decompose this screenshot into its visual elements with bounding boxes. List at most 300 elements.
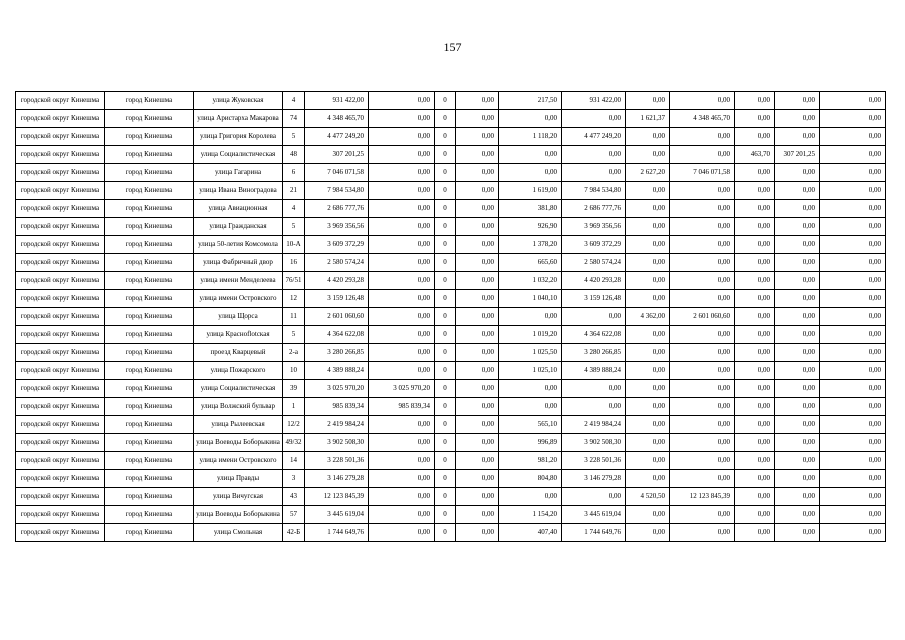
cost-f-cell: 0,00 <box>820 110 886 128</box>
street-cell: улица Рылеевская <box>194 416 283 434</box>
area-e-cell: 0,00 <box>735 452 775 470</box>
municipality-cell: городской округ Кинешма <box>16 326 105 344</box>
house-number-cell: 12/2 <box>283 416 305 434</box>
area-e-cell: 0,00 <box>735 128 775 146</box>
cost-e-cell: 0,00 <box>775 506 820 524</box>
street-cell: улица Красноflotская <box>194 326 283 344</box>
area-e-cell: 0,00 <box>735 290 775 308</box>
cost-d-cell: 0,00 <box>670 272 735 290</box>
settlement-cell: город Кинешма <box>105 524 194 542</box>
cost-e-cell: 0,00 <box>775 470 820 488</box>
cost-a-cell: 0,00 <box>369 416 435 434</box>
street-cell: улица Фабричный двор <box>194 254 283 272</box>
municipality-cell: городской округ Кинешма <box>16 128 105 146</box>
total-cost-cell: 4 364 622,08 <box>305 326 369 344</box>
table-row <box>16 236 886 254</box>
cost-e-cell: 0,00 <box>775 326 820 344</box>
total-cost-cell: 1 744 649,76 <box>305 524 369 542</box>
cost-e-cell: 0,00 <box>775 218 820 236</box>
count-a-cell: 0 <box>435 488 456 506</box>
table-row <box>16 506 886 524</box>
cost-c-cell: 3 146 279,28 <box>562 470 626 488</box>
settlement-cell: город Кинешма <box>105 128 194 146</box>
cost-d-cell: 0,00 <box>670 362 735 380</box>
cost-a-cell: 0,00 <box>369 254 435 272</box>
area-c-cell: 217,50 <box>499 92 562 110</box>
cost-f-cell: 0,00 <box>820 128 886 146</box>
house-number-cell: 4 <box>283 200 305 218</box>
cost-b-cell: 0,00 <box>456 326 499 344</box>
area-c-cell: 1 019,20 <box>499 326 562 344</box>
house-number-cell: 14 <box>283 452 305 470</box>
street-cell: улица имени Менделеева <box>194 272 283 290</box>
area-c-cell: 565,10 <box>499 416 562 434</box>
cost-b-cell: 0,00 <box>456 398 499 416</box>
count-a-cell: 0 <box>435 218 456 236</box>
municipality-cell: городской округ Кинешма <box>16 254 105 272</box>
house-number-cell: 12 <box>283 290 305 308</box>
cost-c-cell: 4 420 293,28 <box>562 272 626 290</box>
cost-a-cell: 0,00 <box>369 506 435 524</box>
cost-f-cell: 0,00 <box>820 362 886 380</box>
cost-a-cell: 3 025 970,20 <box>369 380 435 398</box>
area-c-cell: 381,80 <box>499 200 562 218</box>
cost-a-cell: 0,00 <box>369 92 435 110</box>
cost-b-cell: 0,00 <box>456 416 499 434</box>
count-a-cell: 0 <box>435 236 456 254</box>
street-cell: улица Социалистическая <box>194 146 283 164</box>
street-cell: улица Ивана Виноградова <box>194 182 283 200</box>
area-c-cell: 0,00 <box>499 488 562 506</box>
municipality-cell: городской округ Кинешма <box>16 164 105 182</box>
cost-d-cell: 4 348 465,70 <box>670 110 735 128</box>
municipality-cell: городской округ Кинешма <box>16 200 105 218</box>
street-cell: улица имени Островского <box>194 290 283 308</box>
house-number-cell: 11 <box>283 308 305 326</box>
table-row <box>16 362 886 380</box>
cost-f-cell: 0,00 <box>820 452 886 470</box>
cost-c-cell: 4 364 622,08 <box>562 326 626 344</box>
total-cost-cell: 307 201,25 <box>305 146 369 164</box>
total-cost-cell: 3 228 501,36 <box>305 452 369 470</box>
street-cell: улица Смольная <box>194 524 283 542</box>
cost-a-cell: 0,00 <box>369 182 435 200</box>
cost-e-cell: 0,00 <box>775 344 820 362</box>
cost-f-cell: 0,00 <box>820 344 886 362</box>
settlement-cell: город Кинешма <box>105 470 194 488</box>
municipality-cell: городской округ Кинешма <box>16 92 105 110</box>
cost-a-cell: 0,00 <box>369 488 435 506</box>
cost-c-cell: 3 969 356,56 <box>562 218 626 236</box>
cost-c-cell: 0,00 <box>562 308 626 326</box>
total-cost-cell: 4 389 888,24 <box>305 362 369 380</box>
house-number-cell: 43 <box>283 488 305 506</box>
cost-e-cell: 307 201,25 <box>775 146 820 164</box>
total-cost-cell: 4 420 293,28 <box>305 272 369 290</box>
cost-f-cell: 0,00 <box>820 434 886 452</box>
house-number-cell: 39 <box>283 380 305 398</box>
area-e-cell: 0,00 <box>735 182 775 200</box>
house-number-cell: 16 <box>283 254 305 272</box>
cost-c-cell: 7 984 534,80 <box>562 182 626 200</box>
cost-e-cell: 0,00 <box>775 380 820 398</box>
municipality-cell: городской округ Кинешма <box>16 524 105 542</box>
total-cost-cell: 3 609 372,29 <box>305 236 369 254</box>
count-a-cell: 0 <box>435 110 456 128</box>
total-cost-cell: 985 839,34 <box>305 398 369 416</box>
municipality-cell: городской округ Кинешма <box>16 308 105 326</box>
settlement-cell: город Кинешма <box>105 272 194 290</box>
cost-e-cell: 0,00 <box>775 362 820 380</box>
area-c-cell: 0,00 <box>499 146 562 164</box>
house-number-cell: 21 <box>283 182 305 200</box>
cost-b-cell: 0,00 <box>456 182 499 200</box>
street-cell: улица Волжский бульвар <box>194 398 283 416</box>
street-cell: улица Авиационная <box>194 200 283 218</box>
cost-c-cell: 0,00 <box>562 488 626 506</box>
area-d-cell: 0,00 <box>626 326 670 344</box>
area-e-cell: 0,00 <box>735 200 775 218</box>
house-number-cell: 5 <box>283 128 305 146</box>
cost-a-cell: 0,00 <box>369 146 435 164</box>
cost-c-cell: 3 228 501,36 <box>562 452 626 470</box>
settlement-cell: город Кинешма <box>105 344 194 362</box>
cost-a-cell: 0,00 <box>369 524 435 542</box>
cost-f-cell: 0,00 <box>820 308 886 326</box>
count-a-cell: 0 <box>435 416 456 434</box>
area-e-cell: 0,00 <box>735 308 775 326</box>
cost-e-cell: 0,00 <box>775 452 820 470</box>
street-cell: улица Правды <box>194 470 283 488</box>
house-number-cell: 42-Б <box>283 524 305 542</box>
count-a-cell: 0 <box>435 146 456 164</box>
settlement-cell: город Кинешма <box>105 92 194 110</box>
area-d-cell: 0,00 <box>626 434 670 452</box>
cost-b-cell: 0,00 <box>456 434 499 452</box>
cost-e-cell: 0,00 <box>775 272 820 290</box>
cost-e-cell: 0,00 <box>775 398 820 416</box>
cost-c-cell: 3 445 619,04 <box>562 506 626 524</box>
area-e-cell: 0,00 <box>735 380 775 398</box>
cost-f-cell: 0,00 <box>820 380 886 398</box>
settlement-cell: город Кинешма <box>105 506 194 524</box>
municipality-cell: городской округ Кинешма <box>16 380 105 398</box>
count-a-cell: 0 <box>435 380 456 398</box>
cost-c-cell: 4 389 888,24 <box>562 362 626 380</box>
cost-a-cell: 0,00 <box>369 164 435 182</box>
house-number-cell: 1 <box>283 398 305 416</box>
table-row <box>16 218 886 236</box>
area-d-cell: 0,00 <box>626 380 670 398</box>
area-c-cell: 1 118,20 <box>499 128 562 146</box>
total-cost-cell: 3 159 126,48 <box>305 290 369 308</box>
area-c-cell: 1 619,00 <box>499 182 562 200</box>
cost-d-cell: 0,00 <box>670 452 735 470</box>
cost-a-cell: 0,00 <box>369 200 435 218</box>
table-row <box>16 470 886 488</box>
area-d-cell: 0,00 <box>626 362 670 380</box>
count-a-cell: 0 <box>435 290 456 308</box>
municipality-cell: городской округ Кинешма <box>16 362 105 380</box>
cost-c-cell: 0,00 <box>562 164 626 182</box>
cost-f-cell: 0,00 <box>820 506 886 524</box>
street-cell: улица Вичугская <box>194 488 283 506</box>
area-d-cell: 0,00 <box>626 344 670 362</box>
table-row <box>16 182 886 200</box>
table-row <box>16 308 886 326</box>
house-number-cell: 74 <box>283 110 305 128</box>
area-c-cell: 0,00 <box>499 380 562 398</box>
total-cost-cell: 4 477 249,20 <box>305 128 369 146</box>
cost-c-cell: 2 580 574,24 <box>562 254 626 272</box>
area-c-cell: 1 040,10 <box>499 290 562 308</box>
cost-b-cell: 0,00 <box>456 146 499 164</box>
settlement-cell: город Кинешма <box>105 254 194 272</box>
settlement-cell: город Кинешма <box>105 308 194 326</box>
cost-b-cell: 0,00 <box>456 110 499 128</box>
area-c-cell: 1 378,20 <box>499 236 562 254</box>
municipality-cell: городской округ Кинешма <box>16 398 105 416</box>
cost-f-cell: 0,00 <box>820 470 886 488</box>
area-d-cell: 4 520,50 <box>626 488 670 506</box>
cost-d-cell: 0,00 <box>670 254 735 272</box>
table-row <box>16 380 886 398</box>
count-a-cell: 0 <box>435 470 456 488</box>
settlement-cell: город Кинешма <box>105 236 194 254</box>
settlement-cell: город Кинешма <box>105 218 194 236</box>
area-e-cell: 0,00 <box>735 92 775 110</box>
cost-c-cell: 3 902 508,30 <box>562 434 626 452</box>
municipality-cell: городской округ Кинешма <box>16 488 105 506</box>
cost-c-cell: 2 686 777,76 <box>562 200 626 218</box>
cost-f-cell: 0,00 <box>820 326 886 344</box>
area-d-cell: 0,00 <box>626 200 670 218</box>
municipality-cell: городской округ Кинешма <box>16 344 105 362</box>
area-e-cell: 0,00 <box>735 344 775 362</box>
municipality-cell: городской округ Кинешма <box>16 110 105 128</box>
cost-b-cell: 0,00 <box>456 308 499 326</box>
count-a-cell: 0 <box>435 200 456 218</box>
cost-d-cell: 0,00 <box>670 506 735 524</box>
cost-d-cell: 0,00 <box>670 290 735 308</box>
table-row <box>16 416 886 434</box>
municipality-cell: городской округ Кинешма <box>16 272 105 290</box>
total-cost-cell: 7 046 071,58 <box>305 164 369 182</box>
cost-b-cell: 0,00 <box>456 362 499 380</box>
cost-e-cell: 0,00 <box>775 182 820 200</box>
cost-b-cell: 0,00 <box>456 236 499 254</box>
area-e-cell: 0,00 <box>735 470 775 488</box>
cost-a-cell: 0,00 <box>369 326 435 344</box>
house-number-cell: 2-а <box>283 344 305 362</box>
cost-e-cell: 0,00 <box>775 236 820 254</box>
cost-f-cell: 0,00 <box>820 254 886 272</box>
cost-e-cell: 0,00 <box>775 416 820 434</box>
table-row <box>16 128 886 146</box>
count-a-cell: 0 <box>435 272 456 290</box>
total-cost-cell: 2 686 777,76 <box>305 200 369 218</box>
cost-c-cell: 0,00 <box>562 110 626 128</box>
area-e-cell: 0,00 <box>735 362 775 380</box>
area-d-cell: 0,00 <box>626 218 670 236</box>
cost-f-cell: 0,00 <box>820 488 886 506</box>
cost-f-cell: 0,00 <box>820 182 886 200</box>
table-row <box>16 344 886 362</box>
cost-d-cell: 0,00 <box>670 236 735 254</box>
cost-c-cell: 2 419 984,24 <box>562 416 626 434</box>
total-cost-cell: 4 348 465,70 <box>305 110 369 128</box>
total-cost-cell: 3 025 970,20 <box>305 380 369 398</box>
cost-f-cell: 0,00 <box>820 290 886 308</box>
municipality-cell: городской округ Кинешма <box>16 182 105 200</box>
area-d-cell: 0,00 <box>626 128 670 146</box>
count-a-cell: 0 <box>435 398 456 416</box>
cost-f-cell: 0,00 <box>820 236 886 254</box>
cost-c-cell: 4 477 249,20 <box>562 128 626 146</box>
house-number-cell: 5 <box>283 218 305 236</box>
settlement-cell: город Кинешма <box>105 110 194 128</box>
cost-a-cell: 0,00 <box>369 272 435 290</box>
cost-a-cell: 0,00 <box>369 344 435 362</box>
street-cell: улица Жуковская <box>194 92 283 110</box>
street-cell: улица Воеводы Боборыкина <box>194 434 283 452</box>
area-e-cell: 0,00 <box>735 326 775 344</box>
house-number-cell: 48 <box>283 146 305 164</box>
area-d-cell: 0,00 <box>626 290 670 308</box>
count-a-cell: 0 <box>435 92 456 110</box>
cost-b-cell: 0,00 <box>456 128 499 146</box>
cost-a-cell: 0,00 <box>369 452 435 470</box>
area-c-cell: 1 025,50 <box>499 344 562 362</box>
page-number: 157 <box>443 40 462 54</box>
cost-a-cell: 0,00 <box>369 434 435 452</box>
area-c-cell: 981,20 <box>499 452 562 470</box>
cost-a-cell: 0,00 <box>369 308 435 326</box>
total-cost-cell: 3 969 356,56 <box>305 218 369 236</box>
area-e-cell: 0,00 <box>735 164 775 182</box>
count-a-cell: 0 <box>435 254 456 272</box>
settlement-cell: город Кинешма <box>105 452 194 470</box>
table-row <box>16 164 886 182</box>
house-number-cell: 3 <box>283 470 305 488</box>
total-cost-cell: 2 601 060,60 <box>305 308 369 326</box>
table-row <box>16 200 886 218</box>
cost-a-cell: 0,00 <box>369 128 435 146</box>
municipality-cell: городской округ Кинешма <box>16 146 105 164</box>
municipality-cell: городской округ Кинешма <box>16 290 105 308</box>
count-a-cell: 0 <box>435 362 456 380</box>
table-row <box>16 272 886 290</box>
street-cell: улица Воеводы Боборыкина <box>194 506 283 524</box>
area-c-cell: 1 154,20 <box>499 506 562 524</box>
cost-c-cell: 3 159 126,48 <box>562 290 626 308</box>
municipality-cell: городской округ Кинешма <box>16 470 105 488</box>
municipality-cell: городской округ Кинешма <box>16 452 105 470</box>
area-c-cell: 1 025,10 <box>499 362 562 380</box>
total-cost-cell: 12 123 845,39 <box>305 488 369 506</box>
table-row <box>16 398 886 416</box>
settlement-cell: город Кинешма <box>105 362 194 380</box>
area-e-cell: 0,00 <box>735 488 775 506</box>
cost-e-cell: 0,00 <box>775 434 820 452</box>
area-c-cell: 926,90 <box>499 218 562 236</box>
count-a-cell: 0 <box>435 182 456 200</box>
count-a-cell: 0 <box>435 164 456 182</box>
table-row <box>16 524 886 542</box>
area-d-cell: 0,00 <box>626 236 670 254</box>
cost-b-cell: 0,00 <box>456 524 499 542</box>
cost-d-cell: 0,00 <box>670 200 735 218</box>
settlement-cell: город Кинешма <box>105 290 194 308</box>
area-d-cell: 0,00 <box>626 398 670 416</box>
cost-f-cell: 0,00 <box>820 416 886 434</box>
area-c-cell: 407,40 <box>499 524 562 542</box>
cost-a-cell: 0,00 <box>369 218 435 236</box>
cost-e-cell: 0,00 <box>775 110 820 128</box>
area-c-cell: 0,00 <box>499 164 562 182</box>
cost-b-cell: 0,00 <box>456 452 499 470</box>
house-number-cell: 10-А <box>283 236 305 254</box>
cost-f-cell: 0,00 <box>820 272 886 290</box>
settlement-cell: город Кинешма <box>105 434 194 452</box>
cost-d-cell: 0,00 <box>670 380 735 398</box>
cost-a-cell: 0,00 <box>369 236 435 254</box>
cost-d-cell: 0,00 <box>670 92 735 110</box>
cost-b-cell: 0,00 <box>456 506 499 524</box>
cost-e-cell: 0,00 <box>775 92 820 110</box>
settlement-cell: город Кинешма <box>105 488 194 506</box>
cost-d-cell: 0,00 <box>670 326 735 344</box>
cost-e-cell: 0,00 <box>775 128 820 146</box>
count-a-cell: 0 <box>435 506 456 524</box>
count-a-cell: 0 <box>435 308 456 326</box>
house-number-cell: 76/51 <box>283 272 305 290</box>
house-number-cell: 49/32 <box>283 434 305 452</box>
cost-b-cell: 0,00 <box>456 290 499 308</box>
settlement-cell: город Кинешма <box>105 200 194 218</box>
street-cell: улица 50-летия Комсомола <box>194 236 283 254</box>
area-e-cell: 0,00 <box>735 272 775 290</box>
cost-c-cell: 1 744 649,76 <box>562 524 626 542</box>
area-d-cell: 0,00 <box>626 416 670 434</box>
cost-b-cell: 0,00 <box>456 254 499 272</box>
count-a-cell: 0 <box>435 128 456 146</box>
cost-b-cell: 0,00 <box>456 218 499 236</box>
area-e-cell: 0,00 <box>735 398 775 416</box>
street-cell: улица Гагарина <box>194 164 283 182</box>
area-d-cell: 0,00 <box>626 182 670 200</box>
total-cost-cell: 931 422,00 <box>305 92 369 110</box>
area-d-cell: 0,00 <box>626 146 670 164</box>
area-d-cell: 4 362,00 <box>626 308 670 326</box>
cost-e-cell: 0,00 <box>775 488 820 506</box>
cost-c-cell: 3 280 266,85 <box>562 344 626 362</box>
area-e-cell: 463,70 <box>735 146 775 164</box>
area-c-cell: 1 032,20 <box>499 272 562 290</box>
housing-register-table <box>15 91 886 542</box>
cost-d-cell: 0,00 <box>670 470 735 488</box>
area-d-cell: 0,00 <box>626 92 670 110</box>
count-a-cell: 0 <box>435 326 456 344</box>
cost-e-cell: 0,00 <box>775 308 820 326</box>
count-a-cell: 0 <box>435 524 456 542</box>
municipality-cell: городской округ Кинешма <box>16 434 105 452</box>
cost-a-cell: 0,00 <box>369 470 435 488</box>
total-cost-cell: 3 146 279,28 <box>305 470 369 488</box>
cost-a-cell: 0,00 <box>369 290 435 308</box>
cost-b-cell: 0,00 <box>456 164 499 182</box>
cost-f-cell: 0,00 <box>820 218 886 236</box>
